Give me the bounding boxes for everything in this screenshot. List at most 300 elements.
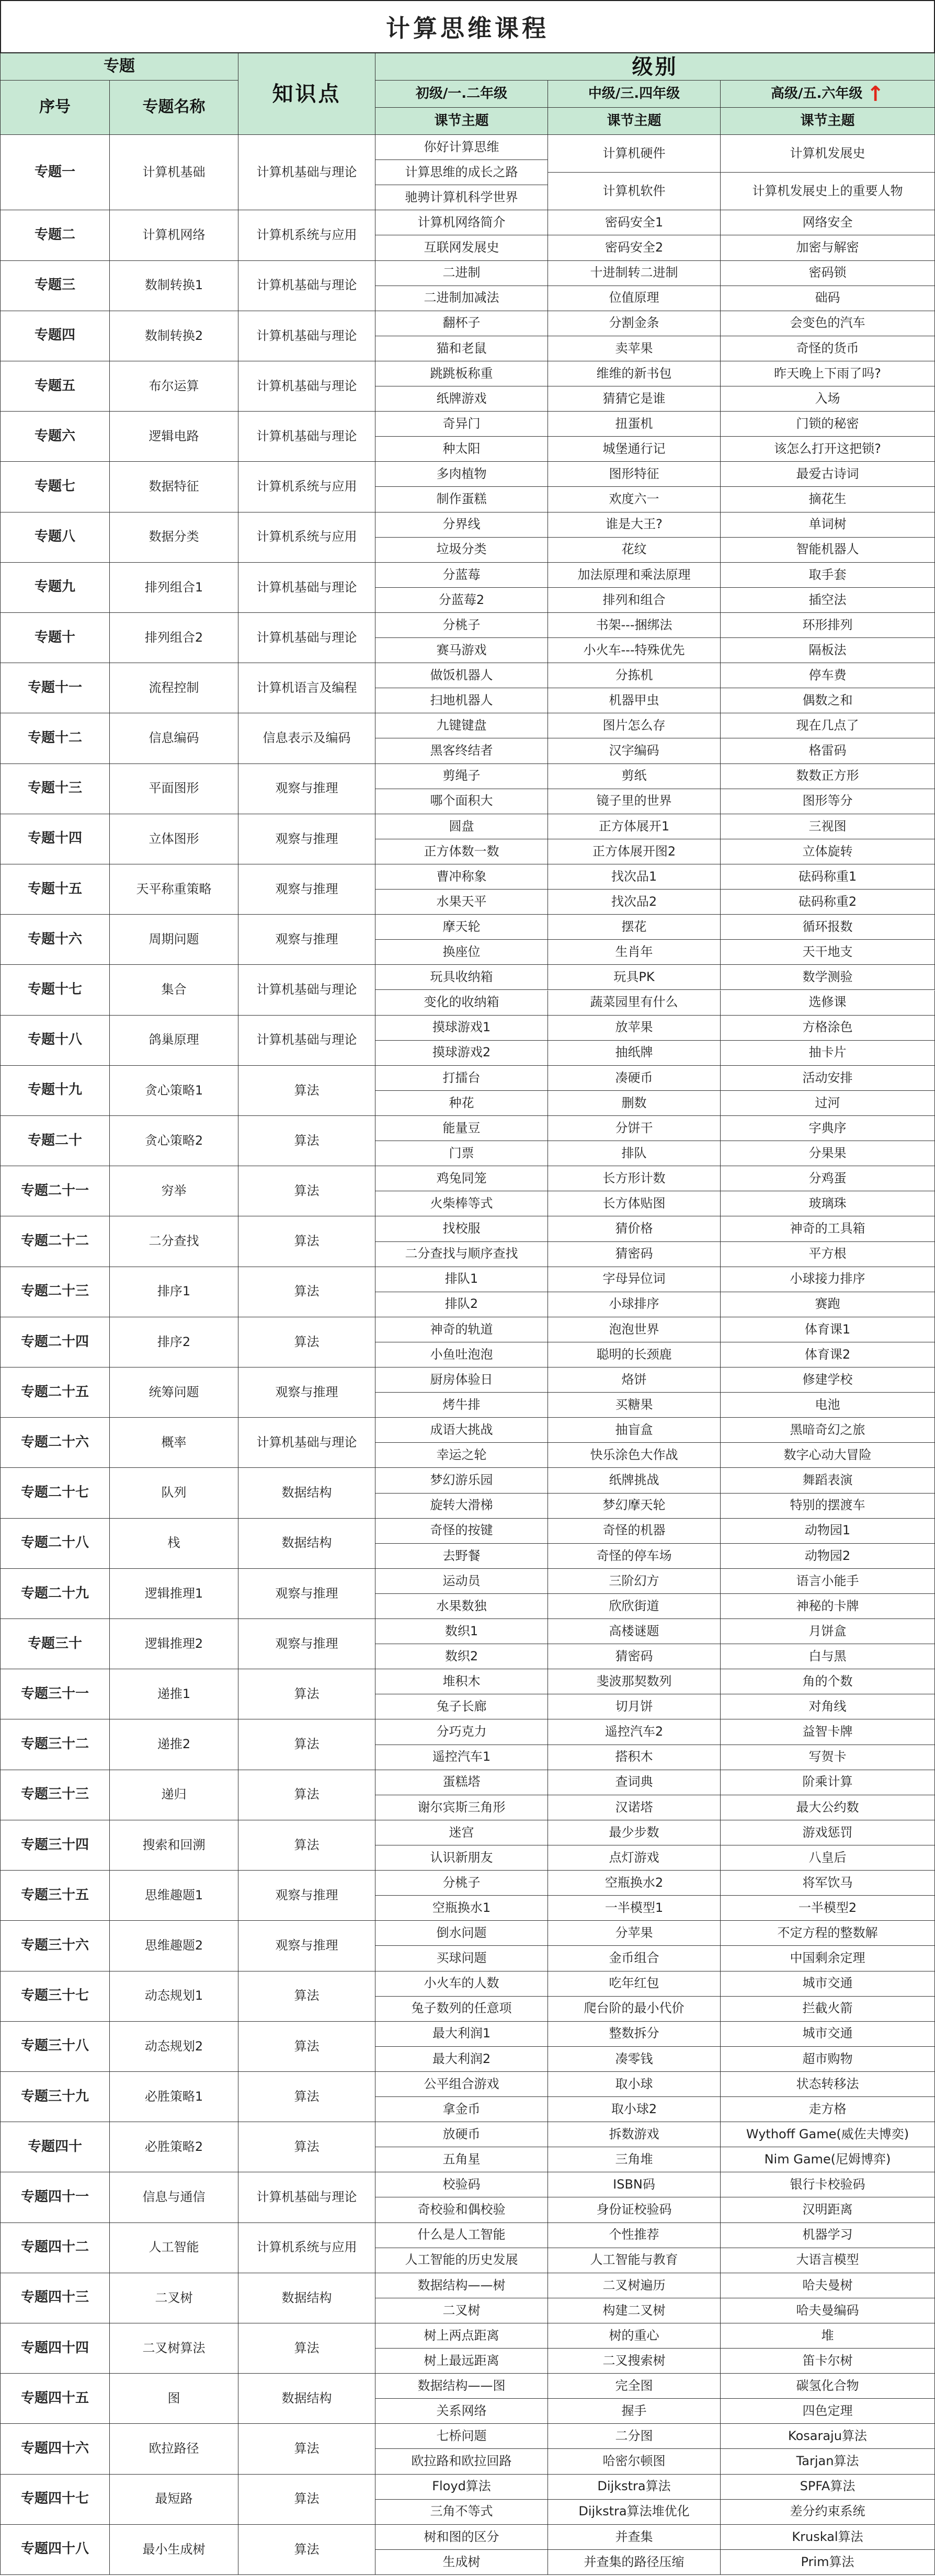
topic-name: 二叉树算法 — [110, 2323, 238, 2374]
lesson-topic-l2: 整数拆分 — [548, 2022, 721, 2047]
topic-name: 动态规划1 — [110, 1971, 238, 2022]
topic-number: 专题二十 — [0, 1116, 110, 1166]
lesson-topic-l2: 快乐涂色大作战 — [548, 1443, 721, 1468]
knowledge-point: 观察与推理 — [238, 1921, 375, 1971]
topic-name: 统筹问题 — [110, 1367, 238, 1418]
topic-name: 逻辑电路 — [110, 412, 238, 462]
lesson-topic-l2: 抽纸牌 — [548, 1041, 721, 1066]
lesson-topic-l1: 校验码 — [375, 2172, 548, 2197]
topic-name: 动态规划2 — [110, 2022, 238, 2072]
lesson-topic-l1: 欧拉路和欧拉回路 — [375, 2449, 548, 2474]
lesson-topic-l1: 小鱼吐泡泡 — [375, 1342, 548, 1367]
lesson-topic-l2: 烙饼 — [548, 1367, 721, 1393]
lesson-topic-l3: 单词树 — [721, 512, 935, 538]
lesson-topic-l2: 删数 — [548, 1091, 721, 1116]
lesson-topic-l2: 机器甲虫 — [548, 688, 721, 713]
lesson-topic-l1: 排队2 — [375, 1292, 548, 1317]
lesson-topic-l3: 计算机发展史 — [721, 135, 935, 173]
knowledge-point: 计算机系统与应用 — [238, 462, 375, 512]
header-level-3-label: 高级/五.六年级 — [771, 85, 863, 101]
lesson-topic-l1: 奇怪的按键 — [375, 1519, 548, 1544]
lesson-topic-l1: 奇异门 — [375, 412, 548, 437]
topic-name: 立体图形 — [110, 814, 238, 864]
lesson-topic-l3: 数数正方形 — [721, 764, 935, 789]
knowledge-point: 计算机基础与理论 — [238, 412, 375, 462]
topic-name: 思维趣题2 — [110, 1921, 238, 1971]
topic-name: 穷举 — [110, 1166, 238, 1216]
lesson-topic-l1: 摸球游戏1 — [375, 1016, 548, 1041]
topic-number: 专题四十六 — [0, 2424, 110, 2474]
knowledge-point: 计算机语言及编程 — [238, 663, 375, 713]
topic-number: 专题四十三 — [0, 2273, 110, 2323]
lesson-topic-l3: 角的个数 — [721, 1669, 935, 1694]
lesson-topic-l1: 七桥问题 — [375, 2424, 548, 2449]
lesson-topic-l3: 密码锁 — [721, 261, 935, 286]
lesson-topic-l2: 金币组合 — [548, 1946, 721, 1971]
topic-name: 逻辑推理1 — [110, 1569, 238, 1619]
lesson-topic-l2: 图形特征 — [548, 462, 721, 487]
lesson-topic-l2: 图片怎么存 — [548, 713, 721, 738]
topic-name: 逻辑推理2 — [110, 1619, 238, 1669]
lesson-topic-l3: Prim算法 — [721, 2550, 935, 2575]
knowledge-point: 算法 — [238, 1267, 375, 1317]
topic-number: 专题八 — [0, 512, 110, 563]
lesson-topic-l1: 放硬币 — [375, 2122, 548, 2147]
lesson-topic-l3: 分果果 — [721, 1141, 935, 1166]
topic-name: 概率 — [110, 1418, 238, 1468]
topic-name: 排序2 — [110, 1317, 238, 1367]
topic-number: 专题十六 — [0, 915, 110, 965]
knowledge-point: 算法 — [238, 1317, 375, 1367]
lesson-topic-l3: 体育课2 — [721, 1342, 935, 1367]
lesson-topic-l2: 切月饼 — [548, 1694, 721, 1719]
lesson-topic-l3: 平方根 — [721, 1242, 935, 1267]
lesson-topic-l1: 能量豆 — [375, 1116, 548, 1141]
lesson-topic-l2: 并查集的路径压缩 — [548, 2550, 721, 2575]
lesson-topic-l2: 分苹果 — [548, 1921, 721, 1946]
topic-name: 数制转换1 — [110, 261, 238, 311]
lesson-topic-l1: 树上最远距离 — [375, 2349, 548, 2374]
lesson-topic-l1: 倒水问题 — [375, 1921, 548, 1946]
topic-name: 天平称重策略 — [110, 864, 238, 915]
lesson-topic-l1: 烤牛排 — [375, 1393, 548, 1418]
topic-name: 鸽巢原理 — [110, 1016, 238, 1066]
topic-name: 二叉树 — [110, 2273, 238, 2323]
topic-name: 排序1 — [110, 1267, 238, 1317]
lesson-topic-l2: 奇怪的机器 — [548, 1519, 721, 1544]
lesson-topic-l2: 构建二叉树 — [548, 2298, 721, 2323]
lesson-topic-l2: 十进制转二进制 — [548, 261, 721, 286]
lesson-topic-l1: 买球问题 — [375, 1946, 548, 1971]
header-level-2: 中级/三.四年级 — [548, 81, 721, 108]
lesson-topic-l3: 础码 — [721, 286, 935, 311]
lesson-topic-l3: 最大公约数 — [721, 1795, 935, 1820]
lesson-topic-l3: 语言小能手 — [721, 1569, 935, 1594]
lesson-topic-l1: 最大利润1 — [375, 2022, 548, 2047]
lesson-topic-l3: 机器学习 — [721, 2223, 935, 2248]
topic-name: 最短路 — [110, 2475, 238, 2525]
lesson-topic-l3: 门锁的秘密 — [721, 412, 935, 437]
topic-number: 专题三十 — [0, 1619, 110, 1669]
knowledge-point: 计算机基础与理论 — [238, 563, 375, 613]
topic-name: 贪心策略1 — [110, 1066, 238, 1116]
lesson-topic-l2: 分割金条 — [548, 311, 721, 336]
lesson-topic-l3: 摘花生 — [721, 487, 935, 512]
lesson-topic-l1: 拿金币 — [375, 2097, 548, 2122]
lesson-topic-l1: 玩具收纳箱 — [375, 965, 548, 990]
lesson-topic-l1: 驰骋计算机科学世界 — [375, 185, 548, 210]
lesson-topic-l2: 取小球 — [548, 2072, 721, 2097]
lesson-topic-l3: 赛跑 — [721, 1292, 935, 1317]
knowledge-point: 算法 — [238, 2022, 375, 2072]
lesson-topic-l3: Wythoff Game(威佐夫博奕) — [721, 2122, 935, 2147]
lesson-topic-l3: 差分约束系统 — [721, 2500, 935, 2525]
lesson-topic-l2: 分饼干 — [548, 1116, 721, 1141]
knowledge-point: 观察与推理 — [238, 1569, 375, 1619]
knowledge-point: 观察与推理 — [238, 814, 375, 864]
knowledge-point: 观察与推理 — [238, 764, 375, 814]
lesson-topic-l3: 循环报数 — [721, 915, 935, 940]
lesson-topic-l3: 超市购物 — [721, 2047, 935, 2072]
lesson-topic-l3: 三视图 — [721, 814, 935, 839]
lesson-topic-l1: 运动员 — [375, 1569, 548, 1594]
knowledge-point: 算法 — [238, 1216, 375, 1267]
lesson-topic-l3: 白与黑 — [721, 1644, 935, 1669]
lesson-topic-l1: 水果天平 — [375, 890, 548, 915]
topic-number: 专题四十七 — [0, 2475, 110, 2525]
lesson-topic-l3: 哈夫曼编码 — [721, 2298, 935, 2323]
knowledge-point: 算法 — [238, 2424, 375, 2474]
lesson-topic-l1: 旋转大滑梯 — [375, 1494, 548, 1519]
lesson-topic-l2: 三角堆 — [548, 2147, 721, 2172]
header-topic-group: 专题 — [0, 53, 238, 81]
lesson-topic-l1: 最大利润2 — [375, 2047, 548, 2072]
lesson-topic-l3: 城市交通 — [721, 2022, 935, 2047]
lesson-topic-l2: 正方体展开图2 — [548, 839, 721, 864]
lesson-topic-l2: 汉字编码 — [548, 738, 721, 763]
lesson-topic-l3: Kruskal算法 — [721, 2525, 935, 2550]
lesson-topic-l2: 二叉搜索树 — [548, 2349, 721, 2374]
topic-number: 专题六 — [0, 412, 110, 462]
lesson-topic-l3: 过河 — [721, 1091, 935, 1116]
knowledge-point: 信息表示及编码 — [238, 713, 375, 763]
lesson-topic-l2: 点灯游戏 — [548, 1845, 721, 1871]
up-arrow-icon: ↑ — [866, 82, 884, 106]
topic-name: 必胜策略1 — [110, 2072, 238, 2122]
knowledge-point: 观察与推理 — [238, 1619, 375, 1669]
lesson-topic-l1: Floyd算法 — [375, 2475, 548, 2500]
topic-number: 专题四十五 — [0, 2374, 110, 2424]
topic-number: 专题十一 — [0, 663, 110, 713]
lesson-topic-l1: 多肉植物 — [375, 462, 548, 487]
lesson-topic-l1: 纸牌游戏 — [375, 386, 548, 412]
knowledge-point: 计算机基础与理论 — [238, 2172, 375, 2222]
lesson-topic-l1: 火柴棒等式 — [375, 1191, 548, 1216]
topic-number: 专题二十七 — [0, 1468, 110, 1518]
lesson-topic-l2: 哈密尔顿图 — [548, 2449, 721, 2474]
topic-number: 专题四十八 — [0, 2525, 110, 2575]
lesson-topic-l2: 小火车---特殊优先 — [548, 638, 721, 663]
header-lesson-3: 课节主题 — [721, 108, 935, 135]
lesson-topic-l2: 个性推荐 — [548, 2223, 721, 2248]
knowledge-point: 计算机基础与理论 — [238, 1016, 375, 1066]
lesson-topic-l2: 查词典 — [548, 1770, 721, 1795]
lesson-topic-l1: 赛马游戏 — [375, 638, 548, 663]
lesson-topic-l3: 对角线 — [721, 1694, 935, 1719]
lesson-topic-l2: 凑硬币 — [548, 1066, 721, 1091]
lesson-topic-l3: 特别的摆渡车 — [721, 1494, 935, 1519]
topic-number: 专题四十一 — [0, 2172, 110, 2222]
lesson-topic-l3: 堆 — [721, 2323, 935, 2349]
lesson-topic-l3: 八皇后 — [721, 1845, 935, 1871]
lesson-topic-l2: 谁是大王? — [548, 512, 721, 538]
topic-number: 专题十九 — [0, 1066, 110, 1116]
lesson-topic-l2: 猜猜它是谁 — [548, 386, 721, 412]
lesson-topic-l2: 凑零钱 — [548, 2047, 721, 2072]
lesson-topic-l1: 分蓝莓2 — [375, 588, 548, 613]
header-knowledge: 知识点 — [238, 53, 375, 135]
lesson-topic-l1: 堆积木 — [375, 1669, 548, 1694]
lesson-topic-l3: 修建学校 — [721, 1367, 935, 1393]
lesson-topic-l3: 大语言模型 — [721, 2248, 935, 2273]
knowledge-point: 计算机基础与理论 — [238, 135, 375, 210]
lesson-topic-l3: 立体旋转 — [721, 839, 935, 864]
lesson-topic-l2: Dijkstra算法堆优化 — [548, 2500, 721, 2525]
lesson-topic-l1: 分桃子 — [375, 613, 548, 638]
topic-name: 思维趣题1 — [110, 1871, 238, 1921]
topic-name: 二分查找 — [110, 1216, 238, 1267]
lesson-topic-l2: 取小球2 — [548, 2097, 721, 2122]
knowledge-point: 算法 — [238, 1971, 375, 2022]
lesson-topic-l3: 舞蹈表演 — [721, 1468, 935, 1493]
lesson-topic-l2: 长方形计数 — [548, 1166, 721, 1191]
lesson-topic-l3: 字典序 — [721, 1116, 935, 1141]
lesson-topic-l1: 神奇的轨道 — [375, 1317, 548, 1342]
lesson-topic-l1: 曹冲称象 — [375, 864, 548, 890]
lesson-topic-l2: 放苹果 — [548, 1016, 721, 1041]
lesson-topic-l3: 插空法 — [721, 588, 935, 613]
lesson-topic-l1: 厨房体验日 — [375, 1367, 548, 1393]
lesson-topic-l2: 吃年红包 — [548, 1971, 721, 1997]
topic-name: 集合 — [110, 965, 238, 1015]
lesson-topic-l3: 方格涂色 — [721, 1016, 935, 1041]
lesson-topic-l2: 聪明的长颈鹿 — [548, 1342, 721, 1367]
lesson-topic-l2: 身份证校验码 — [548, 2197, 721, 2222]
topic-number: 专题二十六 — [0, 1418, 110, 1468]
topic-number: 专题三 — [0, 261, 110, 311]
lesson-topic-l2: 三阶幻方 — [548, 1569, 721, 1594]
lesson-topic-l2: 排列和组合 — [548, 588, 721, 613]
lesson-topic-l2: 欢度六一 — [548, 487, 721, 512]
lesson-topic-l2: 加法原理和乘法原理 — [548, 563, 721, 588]
lesson-topic-l3: 写贺卡 — [721, 1745, 935, 1770]
knowledge-point: 计算机系统与应用 — [238, 2223, 375, 2273]
lesson-topic-l3: 会变色的汽车 — [721, 311, 935, 336]
lesson-topic-l3: 隔板法 — [721, 638, 935, 663]
lesson-topic-l1: 五角星 — [375, 2147, 548, 2172]
lesson-topic-l3: 最爱古诗词 — [721, 462, 935, 487]
lesson-topic-l3: 入场 — [721, 386, 935, 412]
lesson-topic-l3: 一半模型2 — [721, 1896, 935, 1921]
knowledge-point: 算法 — [238, 2323, 375, 2374]
lesson-topic-l1: 蛋糕塔 — [375, 1770, 548, 1795]
lesson-topic-l1: 树上两点距离 — [375, 2323, 548, 2349]
knowledge-point: 数据结构 — [238, 1519, 375, 1569]
lesson-topic-l2: 位值原理 — [548, 286, 721, 311]
knowledge-point: 算法 — [238, 1166, 375, 1216]
topic-number: 专题二十九 — [0, 1569, 110, 1619]
topic-name: 搜索和回溯 — [110, 1820, 238, 1871]
lesson-topic-l3: SPFA算法 — [721, 2475, 935, 2500]
lesson-topic-l1: 摸球游戏2 — [375, 1041, 548, 1066]
topic-number: 专题十五 — [0, 864, 110, 915]
topic-number: 专题三十三 — [0, 1770, 110, 1820]
topic-number: 专题十七 — [0, 965, 110, 1015]
lesson-topic-l1: 猫和老鼠 — [375, 336, 548, 361]
lesson-topic-l1: 种花 — [375, 1091, 548, 1116]
lesson-topic-l3: 选修课 — [721, 990, 935, 1016]
lesson-topic-l1: 奇校验和偶校验 — [375, 2197, 548, 2222]
lesson-topic-l1: 扫地机器人 — [375, 688, 548, 713]
knowledge-point: 计算机系统与应用 — [238, 210, 375, 260]
knowledge-point: 观察与推理 — [238, 915, 375, 965]
lesson-topic-l2: 抽盲盒 — [548, 1418, 721, 1443]
lesson-topic-l1: 排队1 — [375, 1267, 548, 1292]
topic-name: 数据特征 — [110, 462, 238, 512]
lesson-topic-l1: 遥控汽车1 — [375, 1745, 548, 1770]
topic-number: 专题三十二 — [0, 1719, 110, 1770]
lesson-topic-l1: 换座位 — [375, 940, 548, 965]
lesson-topic-l2: 小球排序 — [548, 1292, 721, 1317]
topic-number: 专题二十一 — [0, 1166, 110, 1216]
lesson-topic-l1: 做饭机器人 — [375, 663, 548, 688]
lesson-topic-l3: 体育课1 — [721, 1317, 935, 1342]
topic-number: 专题二十八 — [0, 1519, 110, 1569]
lesson-topic-l1: 找校服 — [375, 1216, 548, 1241]
lesson-topic-l1: 分桃子 — [375, 1871, 548, 1896]
knowledge-point: 算法 — [238, 1719, 375, 1770]
lesson-topic-l3: 图形等分 — [721, 789, 935, 814]
knowledge-point: 数据结构 — [238, 2273, 375, 2323]
lesson-topic-l3: 数学测验 — [721, 965, 935, 990]
lesson-topic-l1: 垃圾分类 — [375, 538, 548, 563]
lesson-topic-l3: 中国剩余定理 — [721, 1946, 935, 1971]
lesson-topic-l3: 砝码称重2 — [721, 890, 935, 915]
lesson-topic-l3: 格雷码 — [721, 738, 935, 763]
topic-name: 人工智能 — [110, 2223, 238, 2273]
topic-name: 计算机基础 — [110, 135, 238, 210]
lesson-topic-l2: 找次品1 — [548, 864, 721, 890]
knowledge-point: 数据结构 — [238, 2374, 375, 2424]
lesson-topic-l3: 四色定理 — [721, 2399, 935, 2424]
lesson-topic-l3: 环形排列 — [721, 613, 935, 638]
topic-number: 专题三十五 — [0, 1871, 110, 1921]
lesson-topic-l3: 网络安全 — [721, 210, 935, 235]
lesson-topic-l2: 人工智能与教育 — [548, 2248, 721, 2273]
lesson-topic-l2: 握手 — [548, 2399, 721, 2424]
lesson-topic-l3: 碳氢化合物 — [721, 2374, 935, 2399]
lesson-topic-l2: 一半模型1 — [548, 1896, 721, 1921]
lesson-topic-l1: 生成树 — [375, 2550, 548, 2575]
lesson-topic-l2: 并查集 — [548, 2525, 721, 2550]
lesson-topic-l1: 认识新朋友 — [375, 1845, 548, 1871]
knowledge-point: 观察与推理 — [238, 1367, 375, 1418]
lesson-topic-l3: 加密与解密 — [721, 235, 935, 260]
lesson-topic-l1: 鸡兔同笼 — [375, 1166, 548, 1191]
lesson-topic-l3: 数字心动大冒险 — [721, 1443, 935, 1468]
header-level-1: 初级/一.二年级 — [375, 81, 548, 108]
lesson-topic-l2: 树的重心 — [548, 2323, 721, 2349]
lesson-topic-l1: 幸运之轮 — [375, 1443, 548, 1468]
topic-number: 专题二十三 — [0, 1267, 110, 1317]
topic-name: 信息编码 — [110, 713, 238, 763]
lesson-topic-l2: 维维的新书包 — [548, 361, 721, 386]
header-level-group: 级别 — [375, 53, 935, 81]
knowledge-point: 算法 — [238, 1669, 375, 1719]
topic-name: 递归 — [110, 1770, 238, 1820]
lesson-topic-l3: 游戏惩罚 — [721, 1820, 935, 1845]
lesson-topic-l1: 门票 — [375, 1141, 548, 1166]
lesson-topic-l2: 泡泡世界 — [548, 1317, 721, 1342]
topic-number: 专题十二 — [0, 713, 110, 763]
lesson-topic-l2: 长方体贴图 — [548, 1191, 721, 1216]
lesson-topic-l1: 兔子数列的任意项 — [375, 1997, 548, 2022]
lesson-topic-l3: 动物园1 — [721, 1519, 935, 1544]
topic-name: 周期问题 — [110, 915, 238, 965]
lesson-topic-l3: 智能机器人 — [721, 538, 935, 563]
lesson-topic-l1: 分巧克力 — [375, 1719, 548, 1745]
lesson-topic-l1: 小火车的人数 — [375, 1971, 548, 1997]
knowledge-point: 计算机基础与理论 — [238, 261, 375, 311]
lesson-topic-l2: 镜子里的世界 — [548, 789, 721, 814]
lesson-topic-l2: 正方体展开1 — [548, 814, 721, 839]
header-lesson-2: 课节主题 — [548, 108, 721, 135]
topic-number: 专题十 — [0, 613, 110, 663]
lesson-topic-l1: 剪绳子 — [375, 764, 548, 789]
lesson-topic-l1: 数据结构——树 — [375, 2273, 548, 2298]
lesson-topic-l2: 扭蛋机 — [548, 412, 721, 437]
header-seq: 序号 — [0, 81, 110, 135]
lesson-topic-l2: 二叉树遍历 — [548, 2273, 721, 2298]
knowledge-point: 算法 — [238, 2525, 375, 2575]
topic-name: 数制转换2 — [110, 311, 238, 361]
lesson-topic-l2: 爬台阶的最小代价 — [548, 1997, 721, 2022]
lesson-topic-l2: 蔬菜园里有什么 — [548, 990, 721, 1016]
lesson-topic-l2: 城堡通行记 — [548, 437, 721, 462]
lesson-topic-l3: 城市交通 — [721, 1971, 935, 1997]
lesson-topic-l3: 笛卡尔树 — [721, 2349, 935, 2374]
lesson-topic-l3: 黑暗奇幻之旅 — [721, 1418, 935, 1443]
lesson-topic-l3: 该怎么打开这把锁? — [721, 437, 935, 462]
header-topic-name: 专题名称 — [110, 81, 238, 135]
lesson-topic-l3: 神秘的卡牌 — [721, 1594, 935, 1619]
topic-number: 专题二十五 — [0, 1367, 110, 1418]
topic-number: 专题九 — [0, 563, 110, 613]
knowledge-point: 算法 — [238, 1820, 375, 1871]
lesson-topic-l3: 取手套 — [721, 563, 935, 588]
lesson-topic-l2: 拆数游戏 — [548, 2122, 721, 2147]
lesson-topic-l2: 剪纸 — [548, 764, 721, 789]
lesson-topic-l1: 黑客终结者 — [375, 738, 548, 763]
lesson-topic-l1: 九键键盘 — [375, 713, 548, 738]
lesson-topic-l1: 树和图的区分 — [375, 2525, 548, 2550]
header-level-3 — [721, 81, 935, 108]
lesson-topic-l3: 奇怪的货币 — [721, 336, 935, 361]
knowledge-point: 算法 — [238, 1116, 375, 1166]
knowledge-point: 算法 — [238, 2122, 375, 2172]
topic-name: 排列组合2 — [110, 613, 238, 663]
lesson-topic-l2: 密码安全2 — [548, 235, 721, 260]
